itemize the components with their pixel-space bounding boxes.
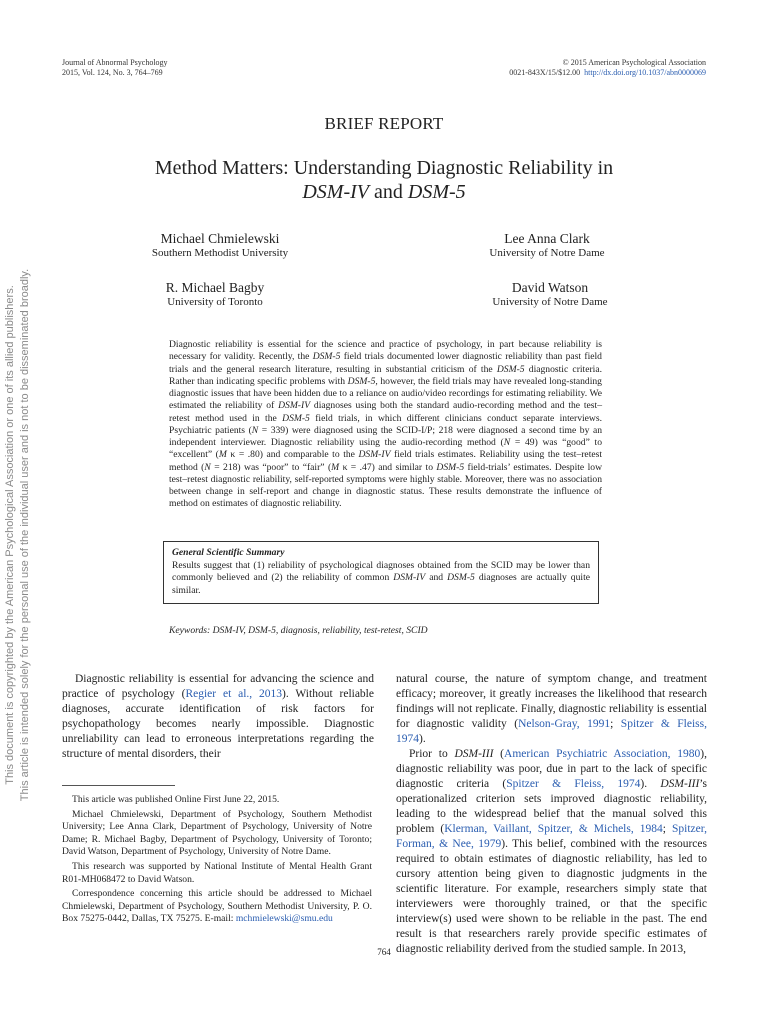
summary-term: DSM-IV bbox=[393, 572, 426, 583]
body-text: Prior to bbox=[409, 748, 455, 760]
abstract-text: κ = .47) and similar to bbox=[339, 461, 437, 473]
keywords-text: DSM-IV, DSM-5, diagnosis, reliability, test-retest, SCID bbox=[212, 625, 428, 636]
abstract-term: M bbox=[218, 449, 227, 461]
body-text: Diagnostic reliability is essential for advancing the science and practice of psychology ( bbox=[62, 673, 374, 700]
abstract-text: field trials, in which different clinicians conduct separate interviews. Psychiatric patients ( bbox=[169, 412, 602, 436]
issn-price: 0021-843X/15/$12.00 bbox=[509, 68, 581, 77]
side-note-line-1: This document is copyrighted by the American Psychological Association or one of its allied publishers. bbox=[4, 285, 16, 785]
author-block bbox=[115, 280, 315, 310]
abstract-term: DSM-IV bbox=[358, 449, 391, 461]
body-text: ). bbox=[640, 778, 661, 790]
body-text: ’s operationalized criterion sets improved diagnostic reliability, leading to the widespread belief that the manual solved this problem ( bbox=[396, 778, 707, 835]
citation-link[interactable]: Nelson-Gray, 1991 bbox=[518, 718, 611, 730]
abstract-term: DSM-5 bbox=[282, 412, 310, 424]
author-name: Michael Chmielewski bbox=[160, 231, 280, 246]
article-title bbox=[100, 156, 668, 204]
body-text: ; bbox=[662, 823, 672, 835]
citation-link[interactable]: Regier et al., 2013 bbox=[185, 688, 283, 700]
keywords-label: Keywords: bbox=[169, 625, 211, 636]
author-name: R. Michael Bagby bbox=[165, 280, 265, 295]
copyright-block bbox=[509, 58, 706, 78]
summary-heading: General Scientific Summary bbox=[172, 547, 285, 558]
copyright-notice: © 2015 American Psychological Association bbox=[562, 58, 706, 67]
abstract-term: DSM-5 bbox=[436, 461, 465, 473]
page-number: 764 bbox=[377, 947, 391, 957]
abstract bbox=[169, 339, 602, 511]
body-text: ). Without reliable diagnoses, accurate identification of risk factors for psychopathology becomes nearly impossible. Diagnostic unreliability can lead to erroneous interpretations regarding the structure of mental disorders, their bbox=[62, 688, 374, 760]
body-text: natural course, the nature of symptom change, and treatment efficacy; moreover, it greatly increases the likelihood that research findings will not replicate. Finally, diagnostic reliability is essential for diagnostic validity ( bbox=[396, 673, 707, 730]
citation-link[interactable]: American Psychiatric Association, 1980 bbox=[504, 748, 701, 760]
footnote-text: Correspondence concerning this article should be addressed to Michael Chmielewski, Department of Psychology, Southern Methodist University, P. O. Box 75275-0442, Dallas, TX 75275. E-mail: bbox=[62, 888, 372, 925]
abstract-text: κ = .80) and comparable to the bbox=[226, 449, 359, 461]
summary-text-part: and bbox=[425, 572, 448, 583]
abstract-term: N bbox=[503, 437, 511, 448]
author-name: David Watson bbox=[511, 280, 589, 295]
title-dsm5: DSM-5 bbox=[407, 181, 466, 203]
email-link[interactable]: mchmielewski@smu.edu bbox=[235, 913, 333, 925]
body-text: ( bbox=[493, 748, 505, 760]
footnote-published: This article was published Online First June 22, 2015. bbox=[72, 794, 280, 805]
citation-link[interactable]: Spitzer & Fleiss, 1974 bbox=[506, 778, 641, 790]
footnote-funding: This research was supported by National Institute of Mental Health Grant R01-MH068472 to David Watson. bbox=[62, 860, 372, 885]
body-column-left bbox=[62, 672, 374, 762]
keywords bbox=[169, 625, 428, 637]
author-affiliation: Southern Methodist University bbox=[151, 247, 289, 259]
abstract-text: diagnoses using both the standard audio-recording method and the test–retest method used in the bbox=[169, 400, 602, 424]
author-name: Lee Anna Clark bbox=[504, 231, 590, 246]
summary-text-part: diagnoses are actually quite similar. bbox=[172, 572, 590, 596]
title-line-2 bbox=[100, 180, 668, 204]
abstract-text: Diagnostic reliability is essential for the science and practice of psychology, in part because reliability is necessary for validity. Recently, the bbox=[169, 339, 602, 363]
abstract-term: DSM-5 bbox=[496, 363, 525, 375]
citation-link[interactable]: Spitzer, Forman, & Nee, 1979 bbox=[396, 823, 707, 850]
citation-link[interactable]: Spitzer & Fleiss, 1974 bbox=[396, 718, 707, 745]
author-block bbox=[450, 280, 650, 310]
abstract-term: DSM-5 bbox=[347, 375, 376, 387]
body-term: DSM-III bbox=[454, 748, 494, 760]
body-term: DSM-III bbox=[660, 778, 700, 790]
abstract-text: field-trials’ estimates. Despite low test–retest diagnostic reliability, self-reported symptoms were highly stable. Moreover, there was no association between change in self-report and change in diagnostic status. These results demonstrate the influence of method on estimates of diagnostic reliability. bbox=[169, 461, 602, 510]
footnote-affiliations: Michael Chmielewski, Department of Psychology, Southern Methodist University; Lee Anna Clark, Department of Psychology, University of Notre Dame; R. Michael Bagby, Department of Psychology, University of Toronto; David Watson, Department of Psychology, University of Notre Dame. bbox=[62, 808, 372, 858]
abstract-term: M bbox=[331, 461, 340, 473]
author-affiliation: University of Toronto bbox=[167, 296, 263, 308]
journal-citation bbox=[62, 58, 168, 78]
body-text: ), diagnostic reliability was poor, due in part to the lack of specific diagnostic criteria ( bbox=[396, 748, 707, 790]
general-scientific-summary bbox=[163, 541, 599, 604]
copyright-side-note bbox=[3, 35, 33, 1035]
title-dsm4: DSM-IV bbox=[302, 181, 369, 203]
summary-text-part: Results suggest that (1) reliability of psychological diagnoses obtained from the SCID may be lower than commonly believed and (2) the reliability of common bbox=[172, 559, 590, 583]
author-block bbox=[120, 231, 320, 261]
title-line-1: Method Matters: Understanding Diagnostic Reliability in bbox=[154, 157, 614, 179]
body-paragraph bbox=[62, 672, 374, 762]
title-and: and bbox=[368, 181, 408, 203]
abstract-text: = 218) was “poor” to “fair” ( bbox=[210, 461, 332, 473]
author-affiliation: University of Notre Dame bbox=[492, 296, 608, 308]
issn-doi-line bbox=[509, 68, 706, 78]
section-label: BRIEF REPORT bbox=[324, 114, 444, 133]
author-affiliation: University of Notre Dame bbox=[489, 247, 605, 259]
abstract-text: field trials documented lower diagnostic reliability than past field trials and the general research literature, resulting in substantial criticism of the bbox=[169, 351, 602, 375]
summary-term: DSM-5 bbox=[447, 572, 475, 583]
abstract-term: DSM-5 bbox=[312, 351, 341, 363]
abstract-text: = 339) were diagnosed using the SCID-I/P; 218 were diagnosed a second time by an independent interviewer. Diagnostic reliability using the audio-recording method ( bbox=[169, 424, 602, 448]
abstract-term: N bbox=[251, 424, 259, 436]
footnote-correspondence bbox=[62, 888, 372, 926]
doi-link[interactable]: http://dx.doi.org/10.1037/abn0000069 bbox=[584, 68, 706, 77]
body-text: ; bbox=[610, 718, 621, 730]
summary-text bbox=[172, 560, 590, 598]
author-block bbox=[447, 231, 647, 261]
body-paragraph bbox=[396, 672, 707, 747]
footnotes bbox=[62, 794, 372, 928]
footnote-divider bbox=[62, 785, 175, 786]
journal-name: Journal of Abnormal Psychology bbox=[62, 58, 168, 67]
body-text: ). This belief, combined with the resources required to obtain estimates of diagnostic reliability, has led to cursory attention being given to diagnostic judgments in the scientific literature. For example, researchers simply state that interviewers were thoroughly trained, or that the specific interview(s) used were shown to be reliable in the past. The end result is that researchers rarely provide specific estimates of diagnostic reliability derived from the studied sample. In 2013, bbox=[396, 838, 707, 955]
abstract-text: , however, the field trials may have revealed long-standing diagnostic issues that have been hidden due to a reliance on audio/video recordings for estimating reliability. We estimated the reliability of bbox=[169, 375, 602, 412]
abstract-text: field trials estimates. Reliability using the test–retest method ( bbox=[169, 449, 603, 473]
body-column-right bbox=[396, 672, 707, 957]
abstract-text: = 49) was “good” to “excellent” ( bbox=[169, 437, 602, 461]
citation-link[interactable]: Klerman, Vaillant, Spitzer, & Michels, 1984 bbox=[444, 823, 663, 835]
abstract-term: N bbox=[204, 461, 211, 473]
body-paragraph bbox=[396, 747, 707, 957]
side-note-line-2: This article is intended solely for the personal use of the individual user and is not to be disseminated broadly. bbox=[19, 268, 31, 802]
body-text: ). bbox=[419, 733, 426, 745]
abstract-term: DSM-IV bbox=[278, 400, 311, 412]
journal-volume: 2015, Vol. 124, No. 3, 764–769 bbox=[62, 68, 163, 77]
abstract-text: diagnostic criteria. Rather than indicating specific problems with bbox=[169, 363, 602, 387]
